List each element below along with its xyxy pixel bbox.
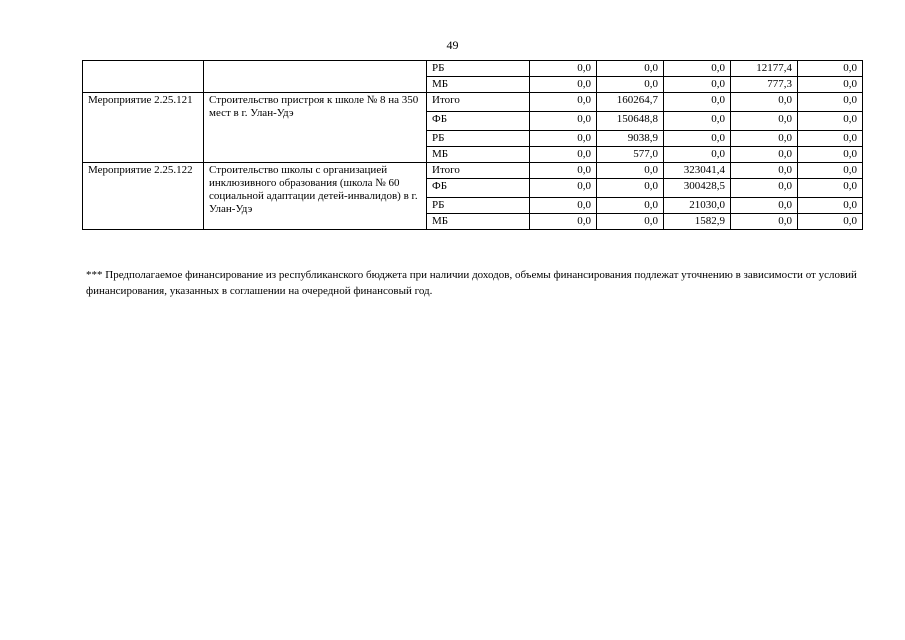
value-cell: 0,0 [798, 163, 863, 179]
value-cell: 0,0 [664, 77, 731, 93]
value-cell: 0,0 [731, 93, 798, 112]
source-cell: ФБ [427, 112, 530, 131]
value-cell: 300428,5 [664, 179, 731, 198]
source-cell: РБ [427, 61, 530, 77]
value-cell: 0,0 [664, 131, 731, 147]
value-cell: 0,0 [597, 179, 664, 198]
value-cell: 0,0 [597, 163, 664, 179]
event-cell: Мероприятие 2.25.122 [83, 163, 204, 230]
value-cell: 0,0 [530, 112, 597, 131]
value-cell: 0,0 [798, 61, 863, 77]
description-cell: Строительство пристроя к школе № 8 на 350 мест в г. Улан-Удэ [204, 93, 427, 163]
source-cell: МБ [427, 77, 530, 93]
value-cell: 577,0 [597, 147, 664, 163]
source-cell: РБ [427, 131, 530, 147]
value-cell: 0,0 [530, 214, 597, 230]
value-cell: 0,0 [731, 147, 798, 163]
value-cell: 0,0 [731, 179, 798, 198]
source-cell: МБ [427, 147, 530, 163]
value-cell: 0,0 [530, 179, 597, 198]
table-row [83, 93, 863, 112]
table-row [83, 61, 863, 77]
value-cell: 21030,0 [664, 198, 731, 214]
value-cell: 0,0 [530, 61, 597, 77]
value-cell: 0,0 [664, 61, 731, 77]
page-number: 49 [446, 38, 459, 52]
value-cell: 0,0 [530, 93, 597, 112]
source-cell: ФБ [427, 179, 530, 198]
value-cell: 0,0 [798, 214, 863, 230]
event-cell [83, 61, 204, 93]
value-cell: 0,0 [798, 147, 863, 163]
source-cell: МБ [427, 214, 530, 230]
value-cell: 0,0 [664, 112, 731, 131]
value-cell: 150648,8 [597, 112, 664, 131]
value-cell: 0,0 [597, 214, 664, 230]
value-cell: 0,0 [530, 131, 597, 147]
value-cell: 9038,9 [597, 131, 664, 147]
value-cell: 0,0 [530, 77, 597, 93]
value-cell: 160264,7 [597, 93, 664, 112]
value-cell: 0,0 [798, 179, 863, 198]
financing-table [82, 60, 863, 230]
value-cell: 0,0 [798, 112, 863, 131]
value-cell: 0,0 [731, 112, 798, 131]
value-cell: 0,0 [731, 131, 798, 147]
value-cell: 1582,9 [664, 214, 731, 230]
value-cell: 0,0 [530, 163, 597, 179]
value-cell: 0,0 [530, 147, 597, 163]
source-cell: Итого [427, 93, 530, 112]
value-cell: 0,0 [798, 77, 863, 93]
source-cell: Итого [427, 163, 530, 179]
value-cell: 0,0 [664, 147, 731, 163]
value-cell: 0,0 [597, 61, 664, 77]
description-cell [204, 61, 427, 93]
value-cell: 0,0 [731, 198, 798, 214]
value-cell: 0,0 [731, 214, 798, 230]
value-cell: 0,0 [597, 77, 664, 93]
table-row [83, 163, 863, 179]
footnote: *** Предполагаемое финансирование из республиканского бюджета при наличии доходов, объемы финансирования подлежат уточнению в зависимости от условий финансирования, указанных в соглашении на очередной финансовый год. [86, 269, 857, 297]
value-cell: 323041,4 [664, 163, 731, 179]
value-cell: 0,0 [798, 93, 863, 112]
value-cell: 12177,4 [731, 61, 798, 77]
description-cell: Строительство школы с организацией инклюзивного образования (школа № 60 социальной адаптации детей-инвалидов) в г. Улан-Удэ [204, 163, 427, 230]
value-cell: 0,0 [731, 163, 798, 179]
value-cell: 0,0 [798, 131, 863, 147]
source-cell: РБ [427, 198, 530, 214]
value-cell: 0,0 [597, 198, 664, 214]
value-cell: 0,0 [798, 198, 863, 214]
value-cell: 0,0 [664, 93, 731, 112]
value-cell: 0,0 [530, 198, 597, 214]
value-cell: 777,3 [731, 77, 798, 93]
event-cell: Мероприятие 2.25.121 [83, 93, 204, 163]
